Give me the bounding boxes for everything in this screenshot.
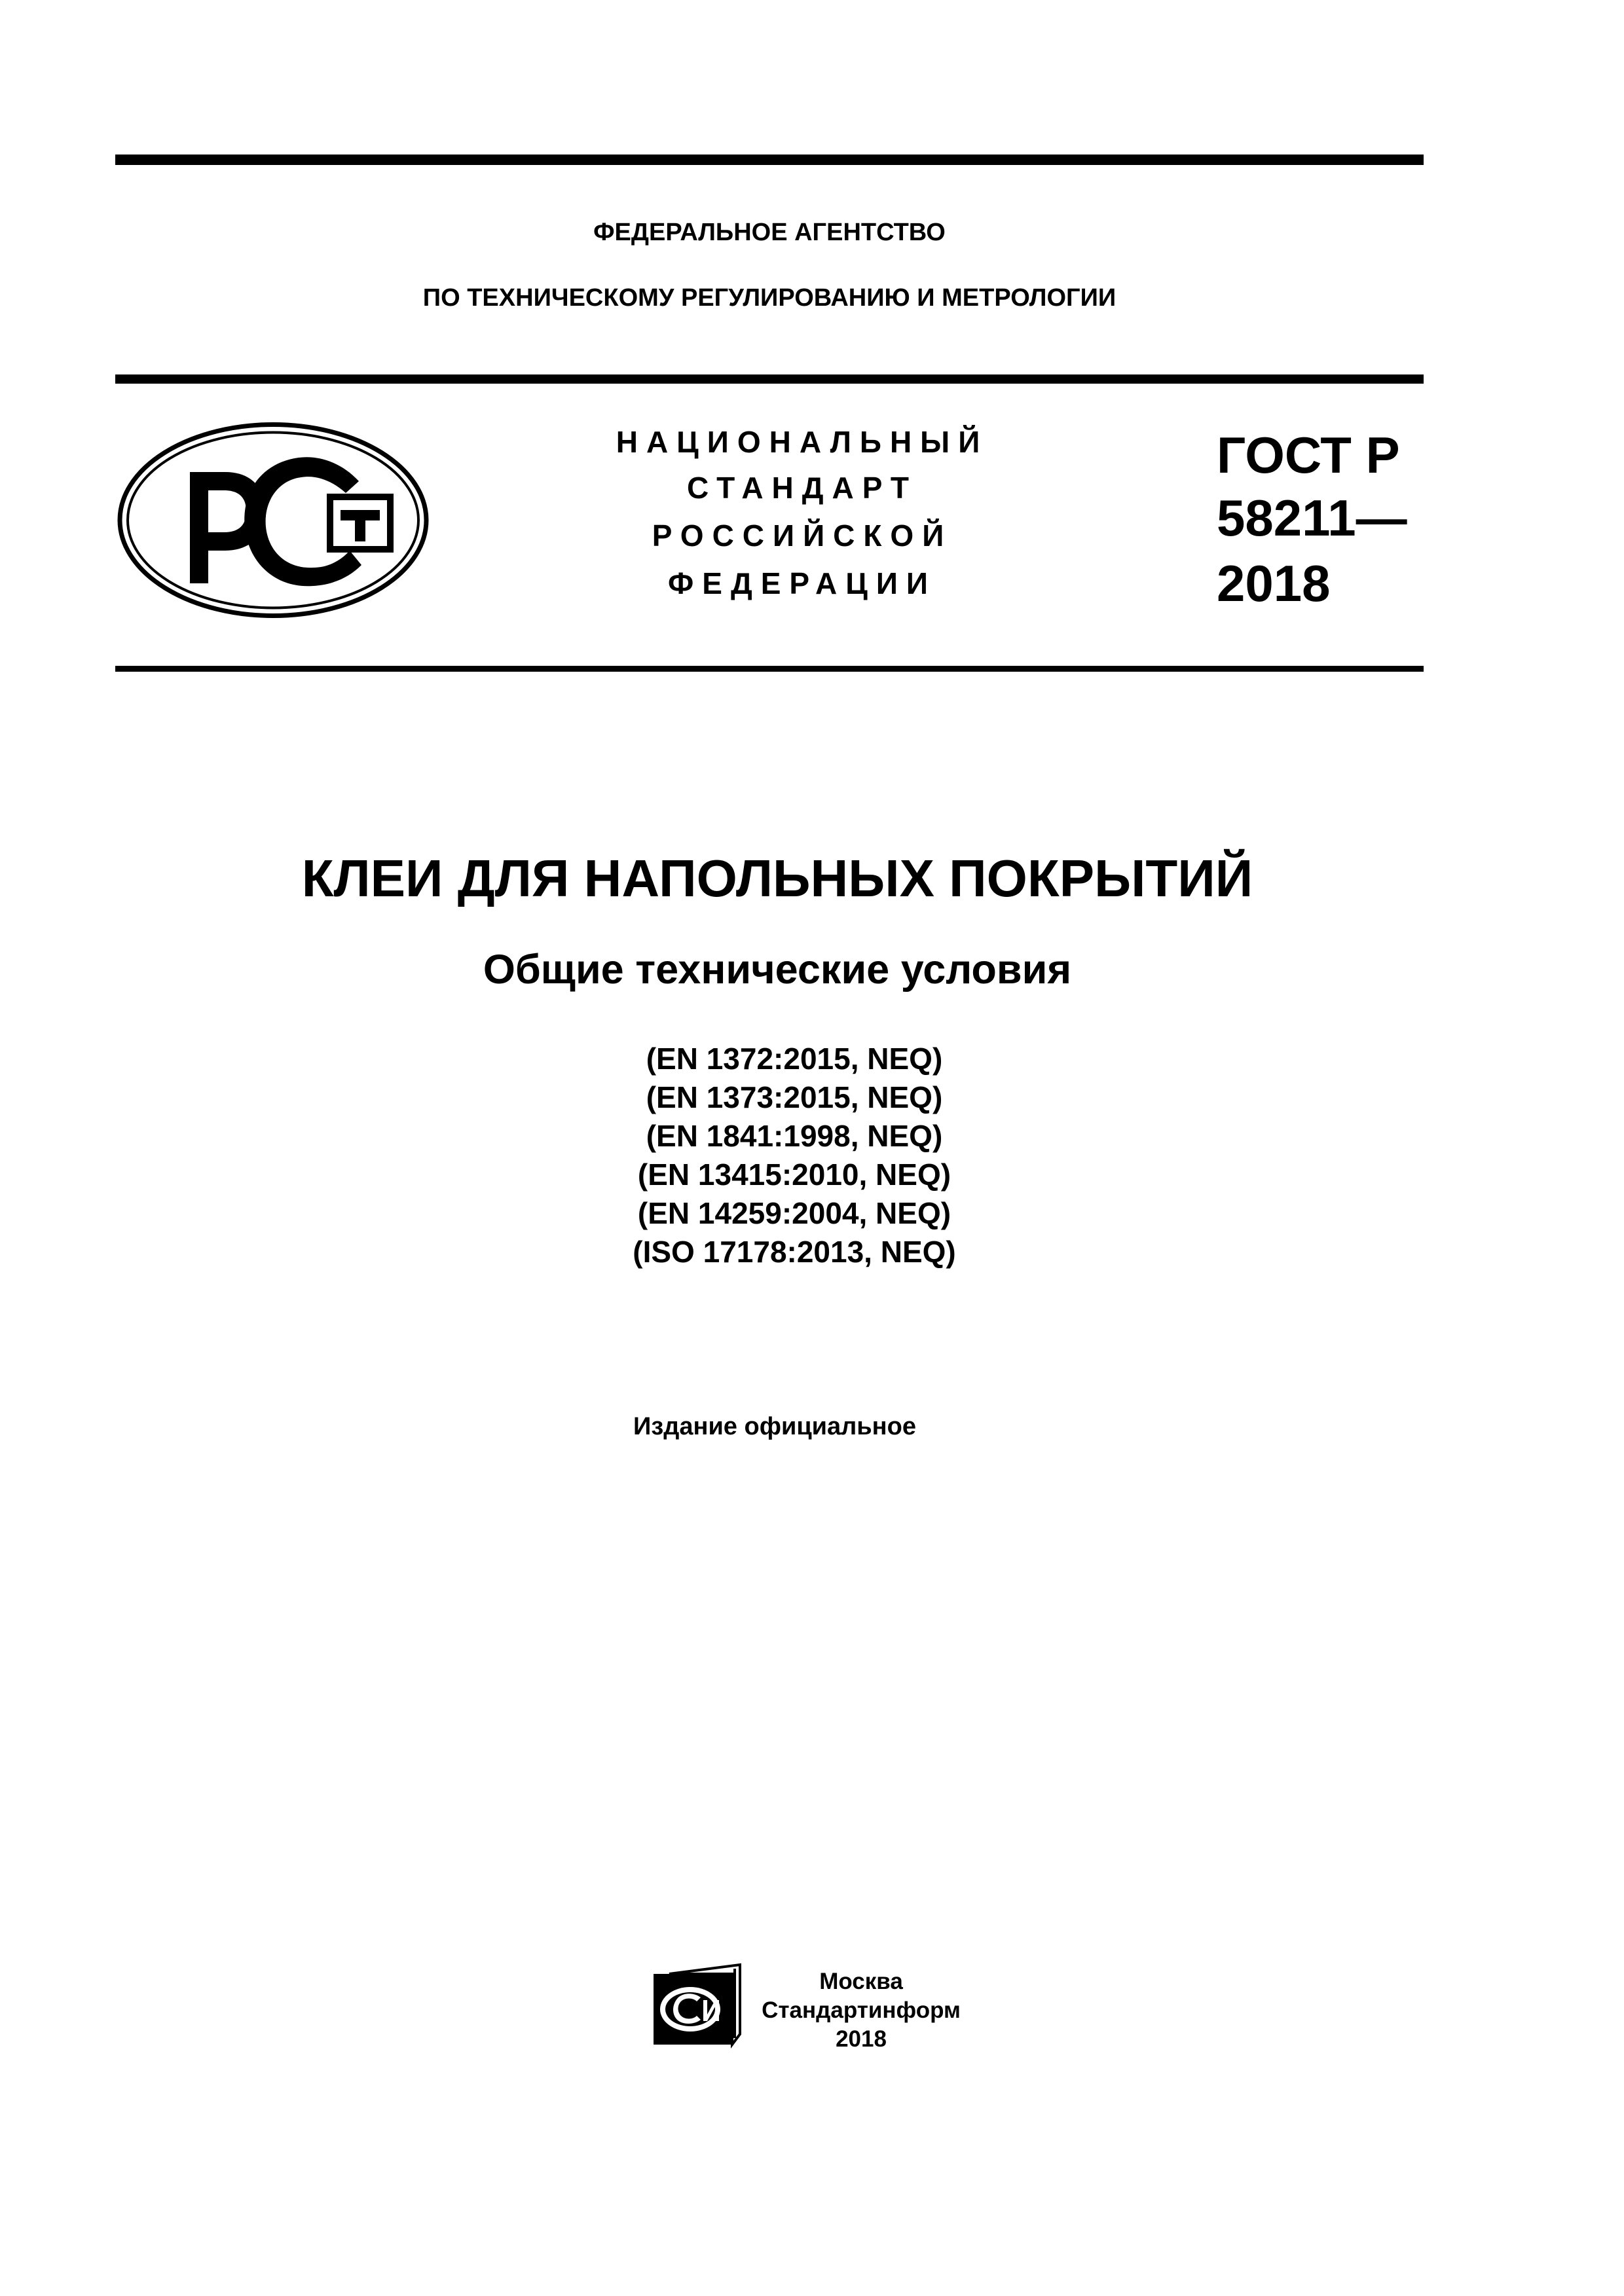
standard-type-line-2: СТАНДАРТ (687, 471, 917, 505)
designation-line-1: ГОСТ Р (1217, 426, 1400, 484)
standard-type-line-4: ФЕДЕРАЦИИ (668, 566, 936, 600)
reference-item: (EN 14259:2004, NEQ) (637, 1196, 951, 1230)
publisher-block (753, 1967, 969, 2054)
publisher-city: Москва (819, 1969, 903, 1994)
designation-line-2: 58211— (1217, 489, 1407, 547)
standard-type-line-1: НАЦИОНАЛЬНЫЙ (616, 425, 989, 459)
reference-item: (EN 13415:2010, NEQ) (637, 1157, 951, 1192)
reference-item: (ISO 17178:2013, NEQ) (633, 1235, 956, 1269)
document-subtitle: Общие технические условия (483, 947, 1072, 993)
rst-certification-mark-icon (117, 421, 430, 619)
designation-line-3: 2018 (1217, 555, 1331, 612)
publisher-name: Стандартинформ (762, 1997, 961, 2023)
top-rule (115, 155, 1424, 165)
agency-line-2: ПО ТЕХНИЧЕСКОМУ РЕГУЛИРОВАНИЮ И МЕТРОЛОГИИ (422, 284, 1116, 312)
reference-item: (EN 1841:1998, NEQ) (646, 1119, 943, 1153)
standartinform-logo-icon (650, 1961, 744, 2049)
reference-item: (EN 1372:2015, NEQ) (646, 1042, 943, 1076)
header-rule (115, 374, 1424, 384)
reference-standards (115, 1040, 1473, 1271)
standard-type-line-3: РОССИЙСКОЙ (652, 519, 953, 553)
edition-label: Издание официальное (633, 1413, 916, 1440)
document-title: КЛЕИ ДЛЯ НАПОЛЬНЫХ ПОКРЫТИЙ (301, 849, 1253, 907)
reference-item: (EN 1373:2015, NEQ) (646, 1080, 943, 1114)
publisher-year: 2018 (836, 2026, 887, 2052)
header-bottom-rule (115, 666, 1424, 672)
agency-line-1: ФЕДЕРАЛЬНОЕ АГЕНТСТВО (593, 219, 946, 246)
